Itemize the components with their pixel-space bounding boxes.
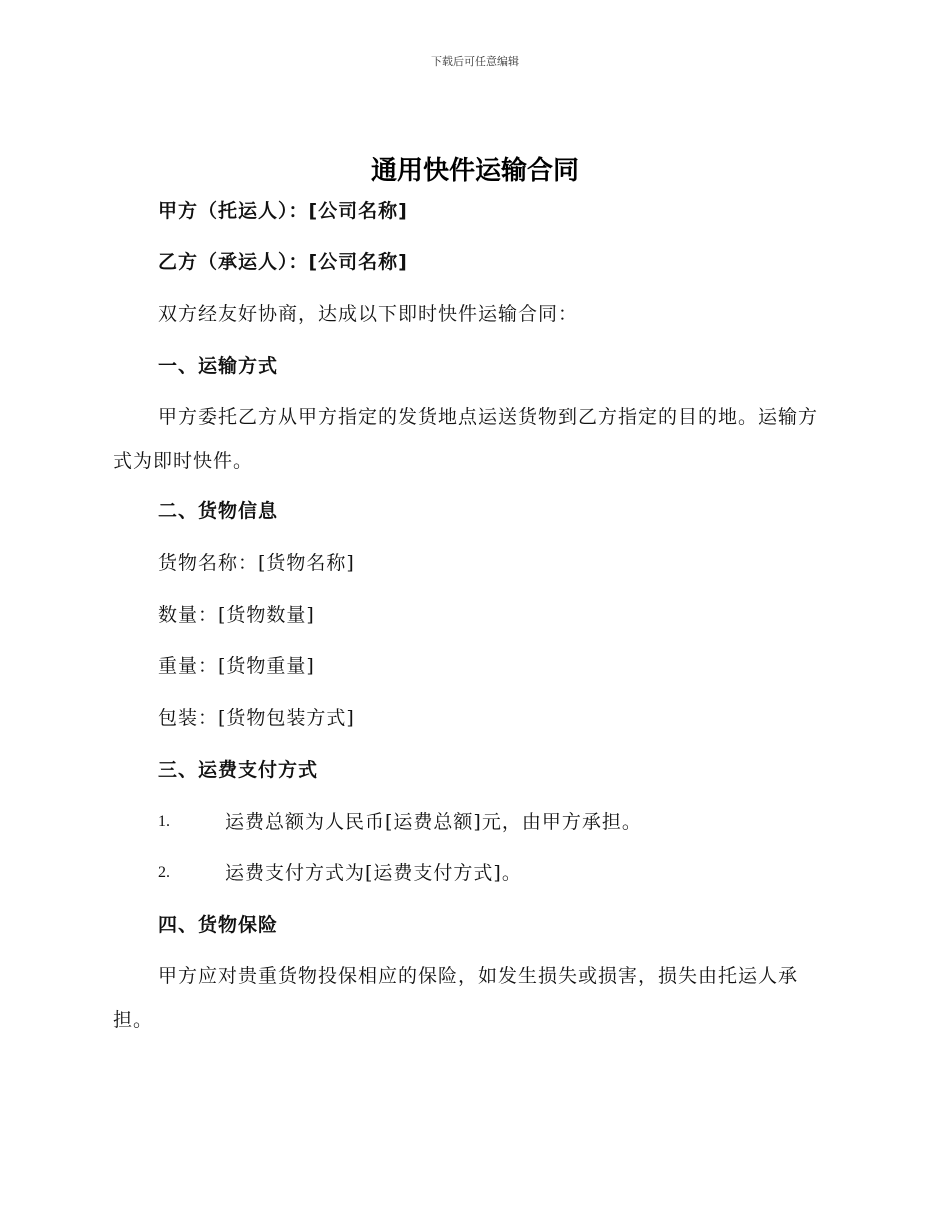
section-1-paragraph: 甲方委托乙方从甲方指定的发货地点运送货物到乙方指定的目的地。运输方式为即时快件。	[113, 406, 819, 472]
party-a-line: 甲方（托运人）：[公司名称]	[158, 200, 408, 222]
cargo-weight-line: 重量：[货物重量]	[158, 655, 315, 677]
intro-line: 双方经友好协商，达成以下即时快件运输合同：	[158, 303, 579, 325]
section-4-paragraph: 甲方应对贵重货物投保相应的保险，如发生损失或损害，损失由托运人承担。	[113, 965, 799, 1031]
fee-item-2-number: 2.	[158, 864, 170, 881]
fee-item-1-number: 1.	[158, 813, 170, 830]
section-1-heading: 一、运输方式	[158, 355, 279, 377]
section-2-heading: 二、货物信息	[158, 500, 279, 522]
fee-item-2-text: 运费支付方式为[运费支付方式]。	[225, 862, 522, 884]
cargo-packaging-line: 包装：[货物包装方式]	[158, 707, 355, 729]
page-header-note: 下载后可任意编辑	[431, 55, 519, 68]
party-b-line: 乙方（承运人）：[公司名称]	[158, 251, 408, 273]
document-title: 通用快件运输合同	[370, 156, 579, 186]
cargo-name-line: 货物名称：[货物名称]	[158, 552, 355, 574]
section-3-heading: 三、运费支付方式	[158, 759, 319, 781]
section-4-heading: 四、货物保险	[158, 914, 279, 936]
fee-item-1-text: 运费总额为人民币[运费总额]元，由甲方承担。	[225, 811, 642, 833]
cargo-quantity-line: 数量：[货物数量]	[158, 604, 315, 626]
